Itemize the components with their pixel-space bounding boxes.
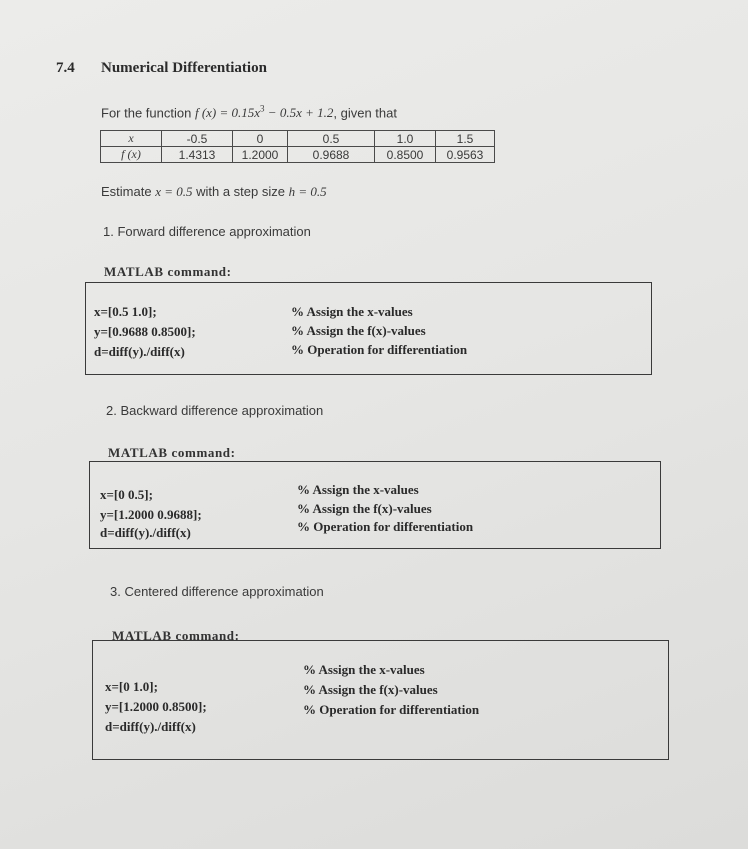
estimate-step: h = 0.5 (288, 184, 327, 199)
values-table (100, 130, 495, 163)
code-comment: % Assign the f(x)-values (291, 323, 426, 338)
table-cell: 0.9563 (436, 147, 495, 163)
table-cell: -0.5 (162, 131, 233, 147)
estimate-statement (101, 184, 327, 200)
matlab-command-label: MATLAB command: (108, 445, 236, 460)
code-comment: % Operation for differentiation (297, 519, 474, 534)
table-cell: 0.9688 (288, 147, 375, 163)
estimate-middle: with a step size (192, 184, 289, 199)
table-header-x: x (101, 131, 162, 147)
function-exponent: 3 (260, 104, 265, 114)
code-comment: % Assign the x-values (303, 662, 425, 677)
table-cell: 0 (233, 131, 288, 147)
matlab-command-label: MATLAB command: (104, 264, 232, 279)
code-comment: % Operation for differentiation (303, 702, 480, 717)
table-cell: 0.8500 (375, 147, 436, 163)
code-comment: % Assign the f(x)-values (297, 501, 432, 516)
code-line: y=[1.2000 0.8500]; (105, 699, 207, 714)
code-block-forward (85, 282, 652, 375)
table-row-fx (101, 147, 495, 163)
intro-prefix: For the function (101, 105, 195, 121)
table-cell: 0.5 (288, 131, 375, 147)
estimate-point: x = 0.5 (155, 184, 193, 199)
section-title: Numerical Differentiation (101, 60, 267, 76)
code-comment: % Assign the x-values (297, 482, 419, 497)
method-title-forward: 1. Forward difference approximation (103, 224, 311, 239)
code-line: y=[1.2000 0.9688]; (100, 507, 202, 522)
table-cell: 1.4313 (162, 147, 233, 163)
table-row-x (101, 131, 495, 147)
code-line: d=diff(y)./diff(x) (94, 344, 185, 359)
estimate-prefix: Estimate (101, 184, 156, 199)
code-block-backward (89, 461, 661, 549)
method-title-centered: 3. Centered difference approximation (110, 584, 324, 599)
code-comment: % Operation for differentiation (291, 342, 468, 357)
intro-suffix: , given that (333, 105, 397, 121)
function-expression: f (x) = 0.15x (194, 105, 261, 121)
matlab-command-label: MATLAB command: (112, 628, 240, 643)
table-header-fx: f (x) (101, 147, 162, 163)
function-statement (101, 104, 397, 121)
code-block-centered (92, 640, 669, 760)
code-line: x=[0 1.0]; (105, 679, 158, 694)
code-line: y=[0.9688 0.8500]; (94, 324, 196, 339)
table-cell: 1.2000 (233, 147, 288, 163)
code-line: d=diff(y)./diff(x) (105, 719, 196, 734)
code-line: x=[0 0.5]; (100, 487, 153, 502)
section-number: 7.4 (56, 60, 75, 76)
table-cell: 1.0 (375, 131, 436, 147)
code-comment: % Assign the f(x)-values (303, 682, 438, 697)
code-line: d=diff(y)./diff(x) (100, 525, 191, 540)
method-title-backward: 2. Backward difference approximation (106, 403, 324, 418)
table-cell: 1.5 (436, 131, 495, 147)
function-expression-rest: − 0.5x + 1.2 (264, 105, 334, 121)
code-line: x=[0.5 1.0]; (94, 304, 157, 319)
code-comment: % Assign the x-values (291, 304, 413, 319)
